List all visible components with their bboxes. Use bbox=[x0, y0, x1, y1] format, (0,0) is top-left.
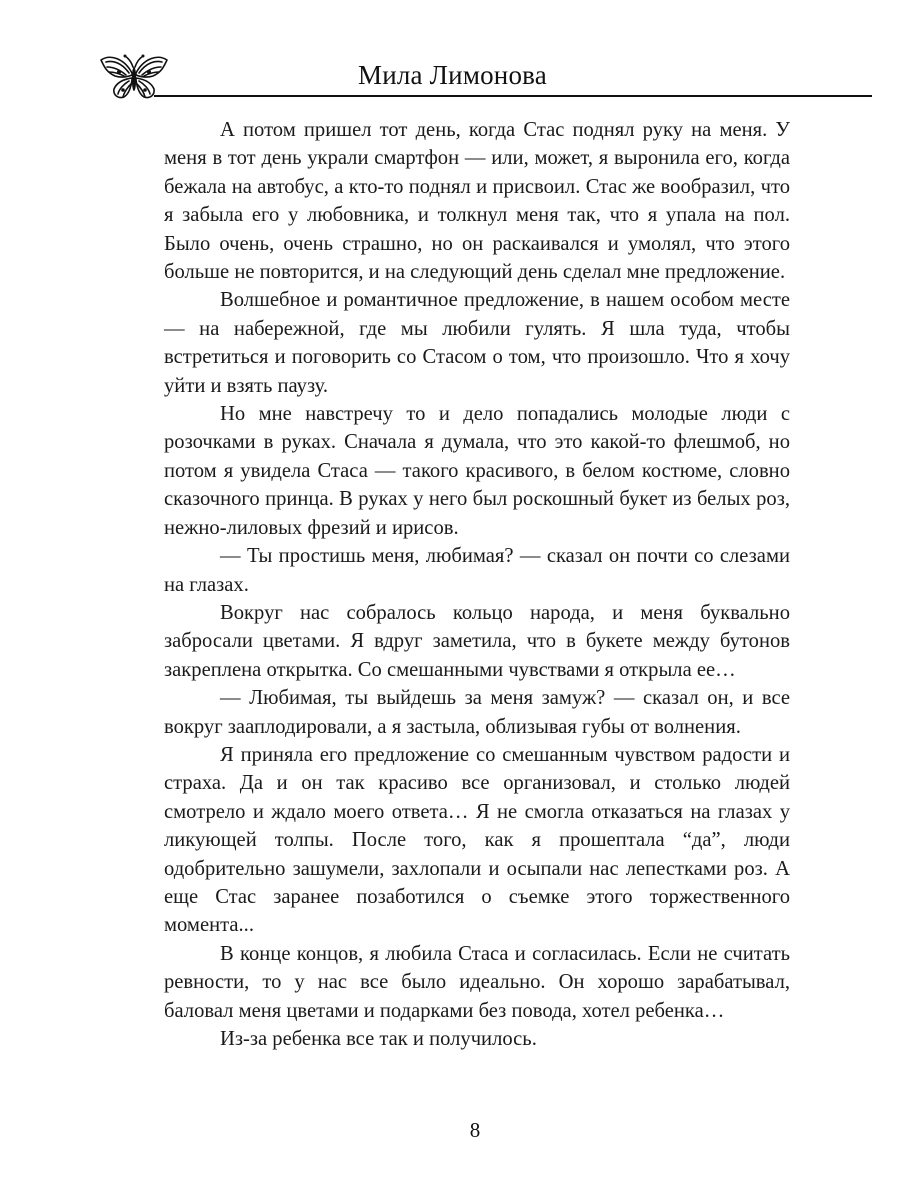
paragraph: Из-за ребенка все так и получилось. bbox=[220, 1028, 537, 1050]
paragraph: Вокруг нас собралось кольцо народа, и меня буквально забросали цветами. Я вдруг заметила, что в букете между бутонов закреплена открытка. Со смешанными чувствами я открыла ее… bbox=[164, 601, 790, 681]
paragraph: — Любимая, ты выйдешь за меня замуж? — сказал он, и все вокруг зааплодировали, а я застыла, облизывая губы от волнения. bbox=[164, 687, 790, 738]
paragraph: Но мне навстречу то и дело попадались молодые люди с розочками в руках. Сначала я думала, что это какой-то флешмоб, но потом я увидела Стаса — такого красивого, в белом костюме, словно сказочного принца. В руках у него был роскошный букет из белых роз, нежно-лиловых фрезий и ирисов. bbox=[164, 403, 790, 539]
paragraph: — Ты простишь меня, любимая? — сказал он почти со слезами на глазах. bbox=[164, 545, 790, 596]
paragraph: Волшебное и романтичное предложение, в нашем особом месте — на набережной, где мы любили гулять. Я шла туда, чтобы встретиться и поговорить со Стасом о том, что произошло. Что я хочу уйти и взять паузу. bbox=[164, 289, 790, 397]
running-header bbox=[96, 52, 876, 102]
header-rule bbox=[154, 95, 872, 97]
body-text bbox=[164, 116, 790, 1053]
page-number: 8 bbox=[469, 1118, 481, 1142]
paragraph: В конце концов, я любила Стаса и согласилась. Если не считать ревности, то у нас все было идеально. Он хорошо зарабатывал, баловал меня цветами и подарками без повода, хотел ребенка… bbox=[164, 942, 790, 1022]
paragraph: Я приняла его предложение со смешанным чувством радости и страха. Да и он так красиво все организовал, и столько людей смотрело и ждало моего ответа… Я не смогла отказаться на глазах у ликующей толпы. После того, как я прошептала “да”, люди одобрительно зашумели, захлопали и осыпали нас лепестками роз. А еще Стас заранее позаботился о съемке этого торжественного момента... bbox=[164, 743, 790, 937]
header-title: Мила Лимонова bbox=[358, 60, 547, 90]
paragraph: А потом пришел тот день, когда Стас поднял руку на меня. У меня в тот день украли смартфон — или, может, я выронила его, когда бежала на автобус, а кто-то поднял и присвоил. Стас же вообразил, что я забыла его у любовника, и толкнул меня так, что я упала на пол. Было очень, очень страшно, но он раскаивался и умолял, что этого больше не повторится, и на следующий день сделал мне предложение. bbox=[164, 119, 790, 284]
